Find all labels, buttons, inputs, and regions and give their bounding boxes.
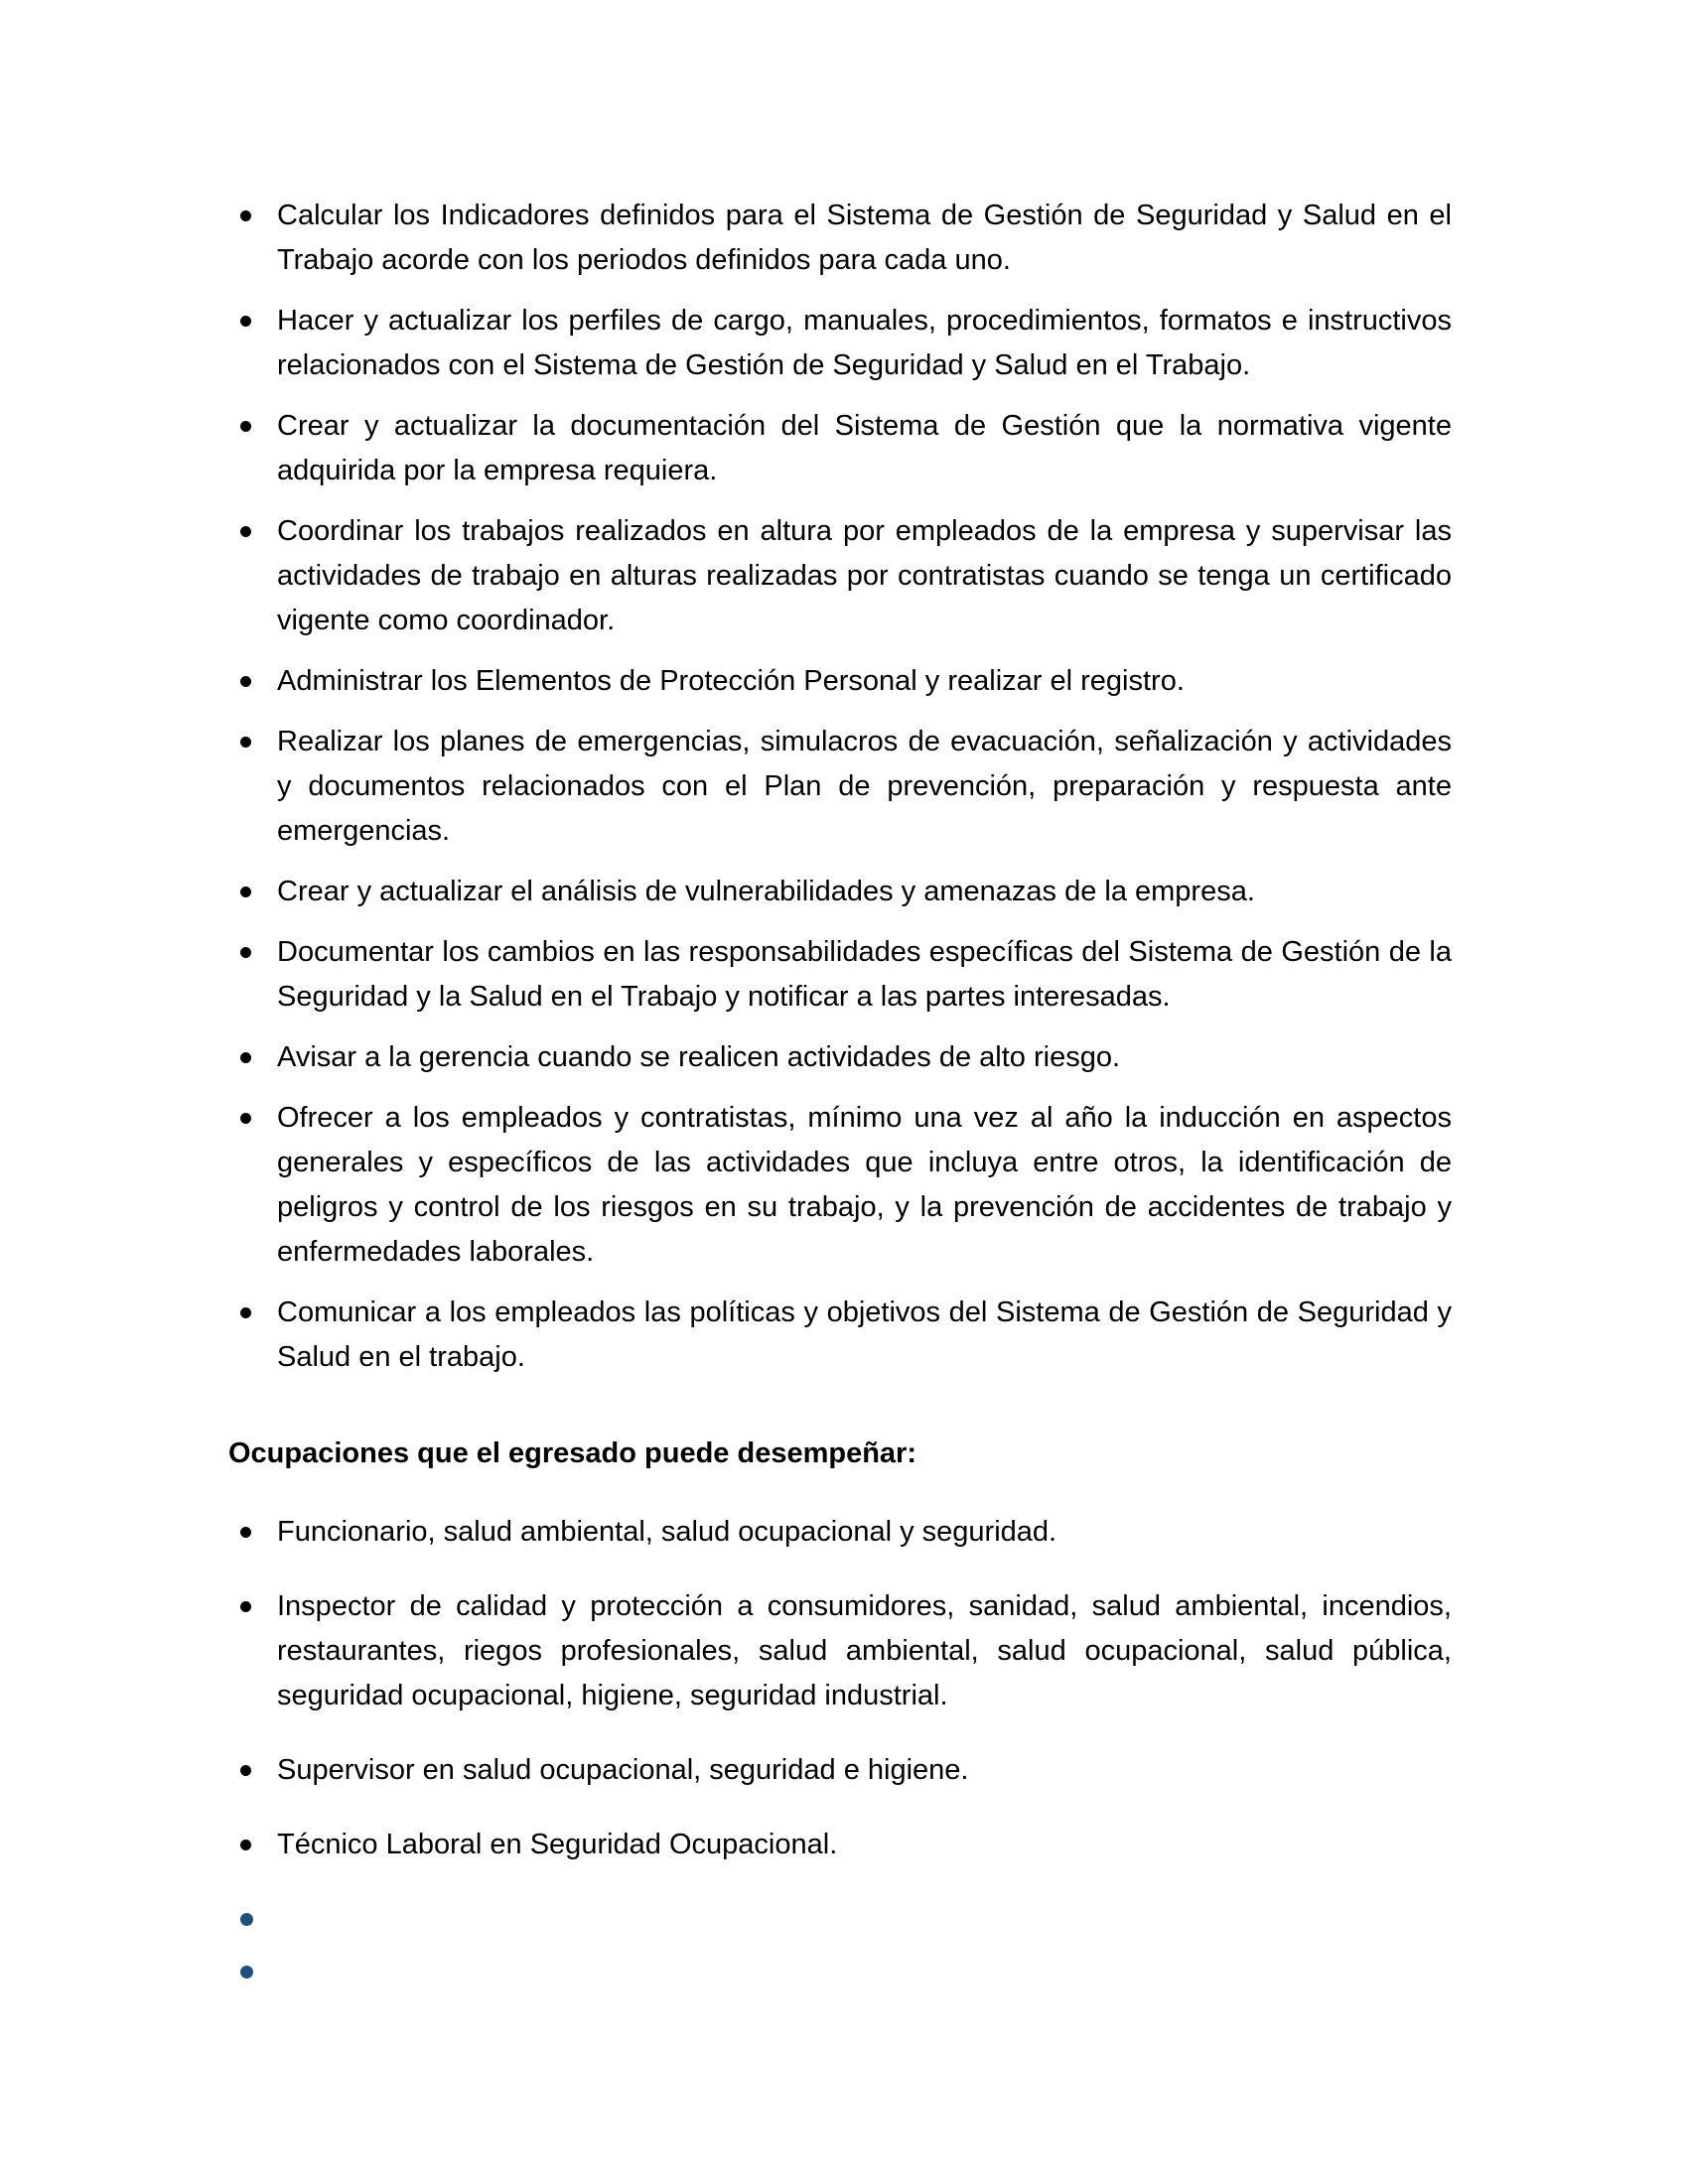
list-item <box>234 720 1452 854</box>
bullet-icon <box>240 887 251 897</box>
list-item-text: Coordinar los trabajos realizados en altura por empleados de la empresa y supervisar las actividades de trabajo en alturas realizadas por contratistas cuando se tenga un certificado vigente como coordinador. <box>277 515 1452 636</box>
list-item-text: Ofrecer a los empleados y contratistas, mínimo una vez al año la inducción en aspectos generales y específicos de las actividades que incluya entre otros, la identificación de peligros y control de los riesgos en su trabajo, y la prevención de accidentes de trabajo y enfermedades laborales. <box>277 1102 1452 1268</box>
bullet-icon <box>240 526 251 537</box>
occupations-list <box>0 1510 1688 1994</box>
bullet-icon <box>240 737 251 748</box>
list-item <box>234 509 1452 643</box>
list-item-text: Documentar los cambios en las responsabilidades específicas del Sistema de Gestión de la Seguridad y la Salud en el Trabajo y notificar a las partes interesadas. <box>277 936 1452 1013</box>
list-item-text: Administrar los Elementos de Protección Personal y realizar el registro. <box>277 665 1185 697</box>
list-item <box>234 659 1452 704</box>
list-item-text: Calcular los Indicadores definidos para el Sistema de Gestión de Seguridad y Salud en el Trabajo acorde con los periodos definidos para cada uno. <box>277 200 1452 276</box>
responsibilities-list <box>0 194 1688 1380</box>
bullet-icon <box>240 316 251 327</box>
bullet-icon <box>240 1840 251 1850</box>
bullet-icon <box>240 421 251 432</box>
list-item-text: Realizar los planes de emergencias, simulacros de evacuación, señalización y actividades y documentos relacionados con el Plan de prevención, preparación y respuesta ante emergencias. <box>277 726 1452 847</box>
list-item <box>234 1584 1452 1718</box>
list-item-text <box>279 1897 1452 1942</box>
blue-bullet-icon <box>240 1913 253 1926</box>
list-item-text: Crear y actualizar el análisis de vulnerabilidades y amenazas de la empresa. <box>277 876 1255 907</box>
blue-bullet-icon <box>240 1966 253 1979</box>
list-item-text: Supervisor en salud ocupacional, seguridad e higiene. <box>277 1754 969 1786</box>
list-item-text <box>279 1950 1452 1994</box>
list-item <box>234 1748 1452 1793</box>
list-item-text: Avisar a la gerencia cuando se realicen actividades de alto riesgo. <box>277 1041 1121 1073</box>
section-heading: Ocupaciones que el egresado puede desempeñar: <box>228 1437 916 1469</box>
list-item <box>234 1823 1452 1867</box>
list-item <box>234 1510 1452 1555</box>
list-item <box>234 1291 1452 1380</box>
list-item <box>234 1096 1452 1275</box>
list-item-text: Hacer y actualizar los perfiles de cargo, manuales, procedimientos, formatos e instructivos relacionados con el Sistema de Gestión de Seguridad y Salud en el Trabajo. <box>277 305 1452 381</box>
list-item <box>234 194 1452 283</box>
list-item <box>234 930 1452 1020</box>
bullet-icon <box>240 210 251 221</box>
list-item-text: Funcionario, salud ambiental, salud ocupacional y seguridad. <box>277 1516 1057 1548</box>
empty-list-item <box>234 1897 1452 1942</box>
list-item <box>234 299 1452 388</box>
bullet-icon <box>240 1601 251 1612</box>
list-item-text: Crear y actualizar la documentación del Sistema de Gestión que la normativa vigente adquirida por la empresa requiera. <box>277 410 1452 486</box>
list-item-text: Comunicar a los empleados las políticas y objetivos del Sistema de Gestión de Seguridad y Salud en el trabajo. <box>277 1297 1452 1373</box>
list-item <box>234 1035 1452 1080</box>
bullet-icon <box>240 1765 251 1776</box>
bullet-icon <box>240 676 251 687</box>
bullet-icon <box>240 1527 251 1538</box>
empty-list-item <box>234 1950 1452 1994</box>
bullet-icon <box>240 947 251 958</box>
list-item-text: Inspector de calidad y protección a consumidores, sanidad, salud ambiental, incendios, restaurantes, riegos profesionales, salud ambiental, salud ocupacional, salud pública, seguridad ocupacional, higiene, seguridad industrial. <box>277 1590 1452 1711</box>
list-item <box>234 404 1452 493</box>
bullet-icon <box>240 1307 251 1318</box>
bullet-icon <box>240 1113 251 1124</box>
bullet-icon <box>240 1052 251 1063</box>
list-item <box>234 870 1452 914</box>
list-item-text: Técnico Laboral en Seguridad Ocupacional. <box>277 1829 838 1860</box>
